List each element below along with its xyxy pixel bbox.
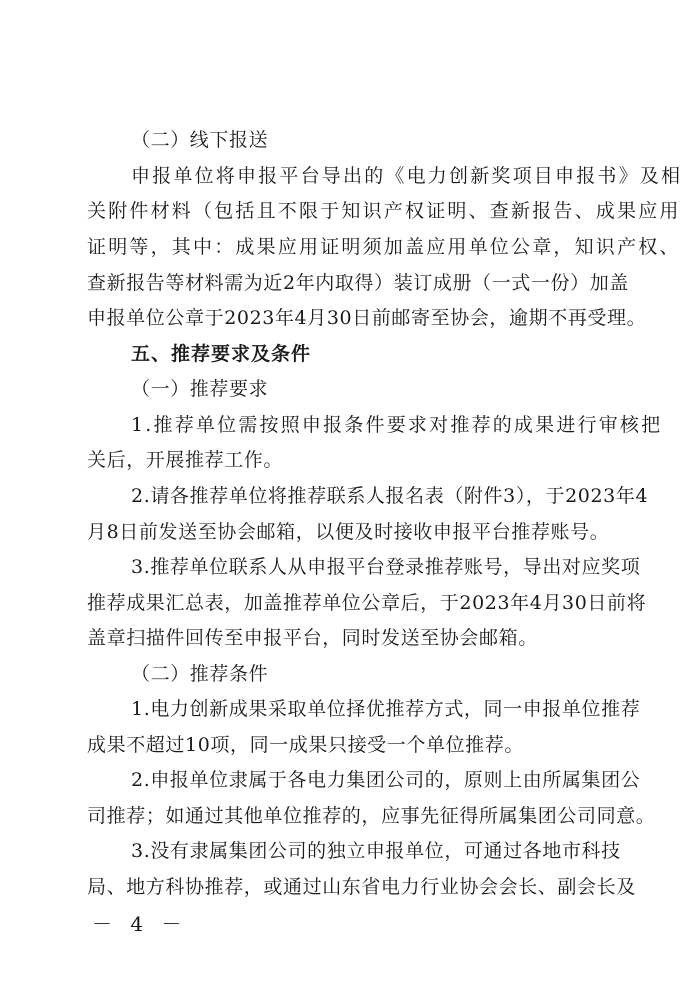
paragraph-line: 1.电力创新成果采取单位择优推荐方式，同一申报单位推荐	[131, 698, 641, 720]
paragraph-line: 证明等，其中：成果应用证明须加盖应用单位公章，知识产权、	[87, 236, 681, 258]
subheading-offline-submission: （二）线下报送	[131, 129, 269, 151]
paragraph-line: 成果不超过10项，同一成果只接受一个单位推荐。	[87, 734, 524, 756]
paragraph-line: 申报单位将申报平台导出的《电力创新奖项目申报书》及相	[131, 165, 683, 187]
paragraph-line: 局、地方科协推荐，或通过山东省电力行业协会会长、副会长及	[87, 876, 636, 898]
paragraph-line: 查新报告等材料需为近2年内取得）装订成册（一式一份）加盖	[87, 272, 629, 294]
paragraph-line: 申报单位公章于2023年4月30日前邮寄至协会，逾期不再受理。	[87, 307, 647, 329]
paragraph-line: 盖章扫描件回传至申报平台，同时发送至协会邮箱。	[87, 627, 538, 649]
paragraph-line: 月8日前发送至协会邮箱，以便及时接收申报平台推荐账号。	[87, 521, 610, 543]
section-heading: 五、推荐要求及条件	[131, 343, 312, 365]
subheading-recommendation-conditions: （二）推荐条件	[131, 663, 269, 685]
subheading-recommendation-requirements: （一）推荐要求	[131, 378, 269, 400]
paragraph-line: 2.申报单位隶属于各电力集团公司的，原则上由所属集团公	[131, 769, 641, 791]
paragraph-line: 推荐成果汇总表，加盖推荐单位公章后，于2023年4月30日前将	[87, 592, 647, 614]
paragraph-line: 3.没有隶属集团公司的独立申报单位，可通过各地市科技	[131, 840, 621, 862]
paragraph-line: 关后，开展推荐工作。	[87, 449, 284, 471]
paragraph-line: 3.推荐单位联系人从申报平台登录推荐账号，导出对应奖项	[131, 556, 641, 578]
paragraph-line: 2.请各推荐单位将推荐联系人报名表（附件3），于2023年4	[131, 485, 649, 507]
paragraph-line: 关附件材料（包括且不限于知识产权证明、查新报告、成果应用	[87, 200, 681, 222]
paragraph-line: 司推荐；如通过其他单位推荐的，应事先征得所属集团公司同意。	[87, 805, 656, 827]
paragraph-line: 1.推荐单位需按照申报条件要求对推荐的成果进行审核把	[131, 414, 663, 436]
page-number: － 4 －	[92, 912, 188, 936]
